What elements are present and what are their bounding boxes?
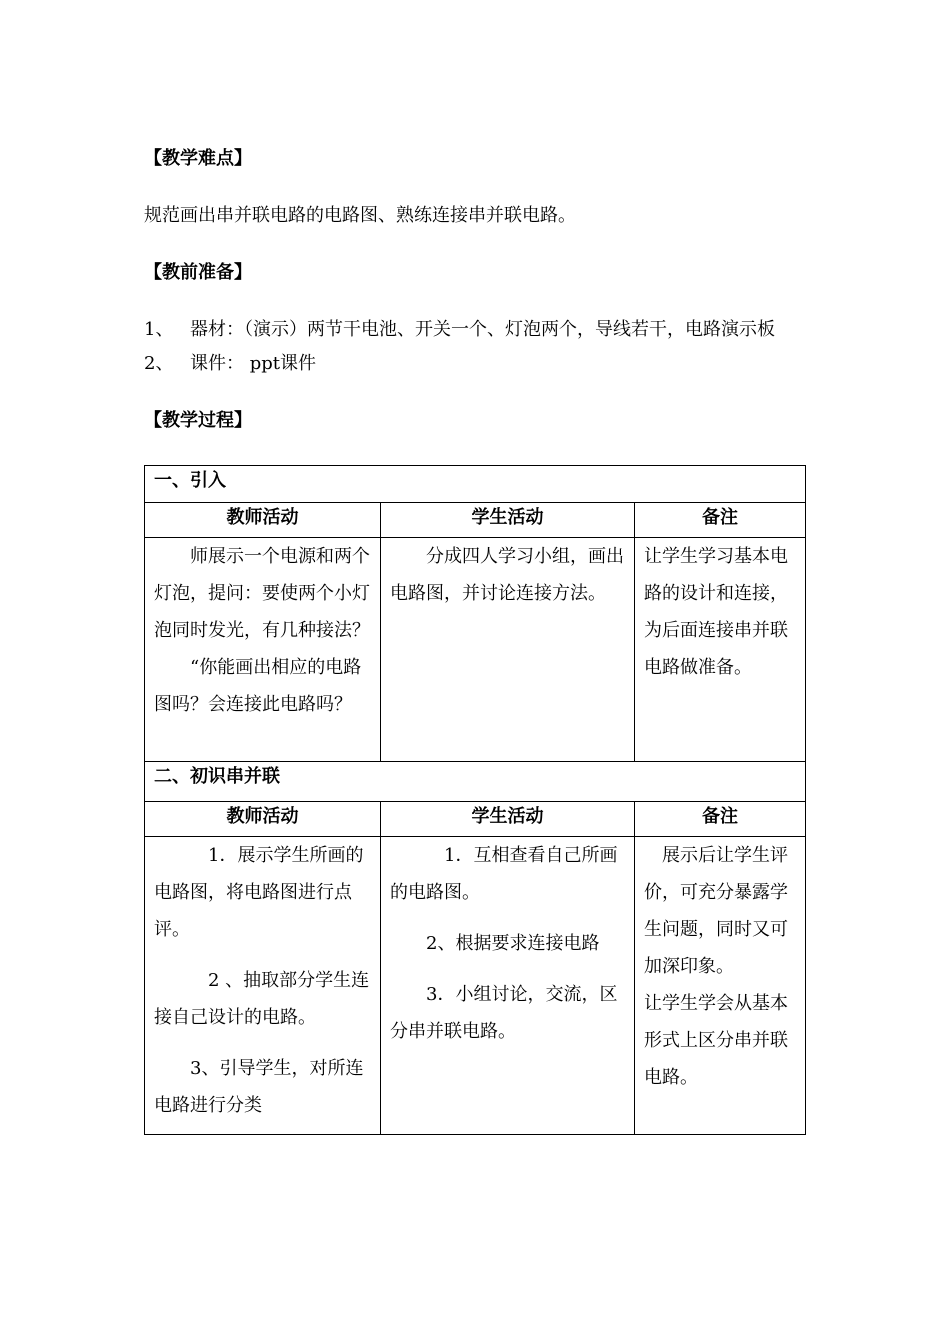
cell-paragraph: 让学生学会从基本形式上区分串并联电路。 [644, 993, 788, 1088]
section-title-row [145, 762, 806, 802]
cell-paragraph: “你能画出相应的电路图吗？会连接此电路吗？ [154, 657, 362, 715]
column-header-row [145, 503, 806, 538]
process-heading: 【教学过程】 [144, 410, 252, 431]
lesson-table [144, 465, 806, 1135]
cell-paragraph: 展示后让学生评价，可充分暴露学生问题，同时又可加深印象。 [644, 845, 788, 977]
preparation-item-text: 器材：（演示）两节干电池、开关一个、灯泡两个，导线若干，电路演示板 [190, 319, 775, 340]
cell-paragraph: 师展示一个电源和两个灯泡，提问：要使两个小灯泡同时发光，有几种接法？ [154, 546, 370, 641]
section-title: 二、初识串并联 [145, 762, 806, 802]
cell-paragraph: 2、根据要求连接电路 [426, 933, 600, 954]
header-student-activity: 学生活动 [381, 503, 635, 538]
cell-paragraph: 1．互相查看自己所画的电路图。 [390, 845, 618, 903]
preparation-item-1 [144, 318, 775, 342]
difficulty-text: 规范画出串并联电路的电路图、熟练连接串并联电路。 [144, 205, 576, 226]
cell-paragraph: 3、引导学生，对所连电路进行分类 [154, 1058, 364, 1116]
preparation-heading: 【教前准备】 [144, 262, 252, 283]
teacher-activity-cell [145, 538, 381, 762]
header-note: 备注 [635, 802, 806, 837]
teacher-activity-cell [145, 837, 381, 1135]
student-activity-cell [381, 538, 635, 762]
cell-paragraph: 1．展示学生所画的电路图，将电路图进行点评。 [154, 845, 364, 940]
cell-paragraph: 3．小组讨论，交流，区分串并联电路。 [390, 984, 618, 1042]
note-cell [635, 837, 806, 1135]
content-row [145, 538, 806, 762]
section-title: 一、引入 [145, 466, 806, 503]
student-activity-cell [381, 837, 635, 1135]
note-cell [635, 538, 806, 762]
preparation-item-2 [144, 352, 316, 376]
column-header-row [145, 802, 806, 837]
difficulty-heading: 【教学难点】 [144, 148, 252, 169]
section-title-row [145, 466, 806, 503]
cell-paragraph: 2 、抽取部分学生连接自己设计的电路。 [154, 970, 370, 1028]
preparation-item-number: 1、 [144, 319, 174, 340]
preparation-item-text: 课件： ppt课件 [190, 353, 316, 374]
content-row [145, 837, 806, 1135]
header-teacher-activity: 教师活动 [145, 802, 381, 837]
header-note: 备注 [635, 503, 806, 538]
cell-paragraph: 分成四人学习小组，画出电路图，并讨论连接方法。 [390, 546, 624, 604]
header-teacher-activity: 教师活动 [145, 503, 381, 538]
header-student-activity: 学生活动 [381, 802, 635, 837]
cell-paragraph: 让学生学习基本电路的设计和连接，为后面连接串并联电路做准备。 [644, 546, 788, 678]
preparation-item-number: 2、 [144, 353, 174, 374]
